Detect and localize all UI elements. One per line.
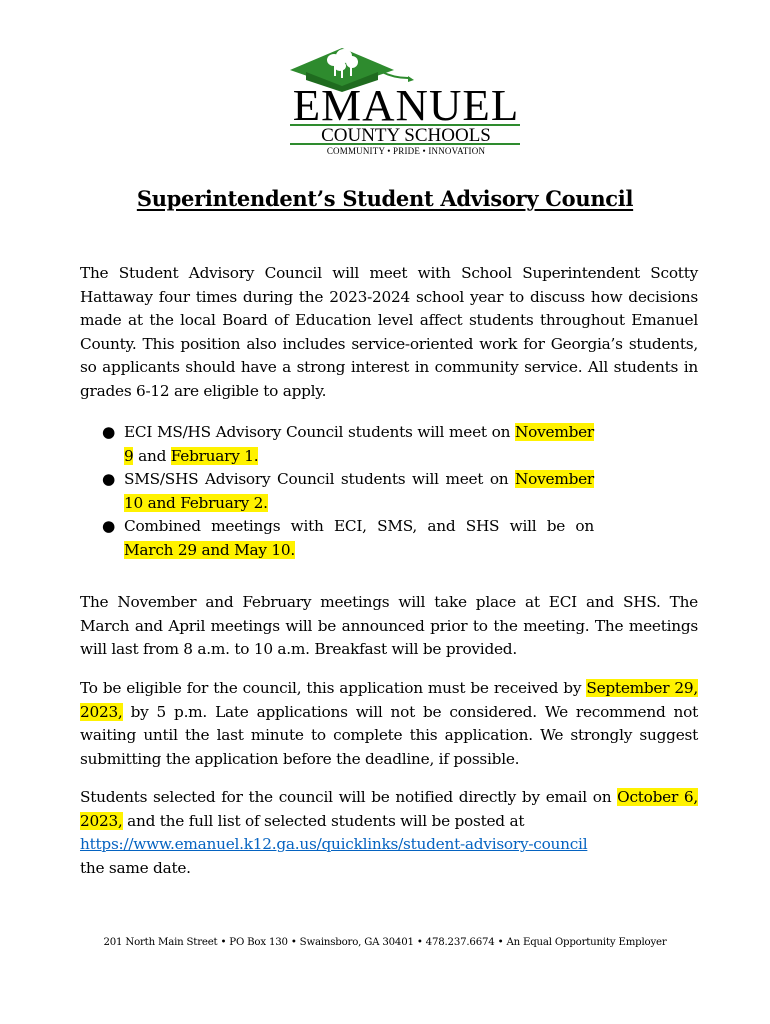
logo-tagline: COMMUNITY • PRIDE • INNOVATION bbox=[326, 146, 486, 156]
page-title: Superintendent’s Student Advisory Council bbox=[136, 186, 634, 211]
bullet-icon: ● bbox=[102, 517, 116, 536]
notification-paragraph: Students selected for the council will be notified directly by email on October 6, 2023, and the full list of selected students will be posted at https://www.emanuel.k12.ga.us/quicklinks/student-advisory-council the same date. bbox=[80, 788, 698, 877]
highlight: November 10 and February 2. bbox=[124, 470, 594, 512]
meeting-dates-list bbox=[102, 421, 594, 563]
highlight: November 9 bbox=[124, 423, 594, 465]
logo-subtitle: COUNTY SCHOOLS bbox=[321, 125, 491, 146]
list-item: ● ECI MS/HS Advisory Council students will meet on November 9 and February 1. bbox=[102, 423, 594, 465]
bullet-icon: ● bbox=[102, 423, 116, 441]
footer-address: 201 North Main Street • PO Box 130 • Swainsboro, GA 30401 • 478.237.6674 • An Equal Opportunity Employer bbox=[103, 937, 667, 948]
highlight: February 1. bbox=[170, 446, 259, 465]
list-item: ● SMS/SHS Advisory Council students will meet on November 10 and February 2. bbox=[102, 470, 594, 512]
list-item: ● Combined meetings with ECI, SMS, and SHS will be on March 29 and May 10. bbox=[102, 517, 594, 559]
logo-name: EMANUEL bbox=[292, 81, 520, 130]
intro-paragraph: The Student Advisory Council will meet with School Superintendent Scotty Hattaway four times during the 2023-2024 school year to discuss how decisions made at the local Board of Education level affect students throughout Emanuel County. This position also includes service-oriented work for Georgia’s students, so applicants should have a strong interest in community service. All students in grades 6-12 are eligible to apply. bbox=[80, 264, 698, 400]
council-link[interactable]: https://www.emanuel.k12.ga.us/quicklinks/student-advisory-council bbox=[80, 835, 588, 854]
bullet-icon: ● bbox=[102, 470, 116, 489]
meeting-info-paragraph: The November and February meetings will take place at ECI and SHS. The March and April meetings will be announced prior to the meeting. The meetings will last from 8 a.m. to 10 a.m. Breakfast will be provided. bbox=[80, 593, 698, 659]
district-logo bbox=[286, 42, 526, 160]
notification-date-highlight: October 6, 2023, bbox=[80, 788, 698, 830]
eligibility-paragraph: To be eligible for the council, this application must be received by September 29, 2023, by 5 p.m. Late applications will not be considered. We recommend not waiting until the last minute to complete this application. We strongly suggest submitting the application before the deadline, if possible. bbox=[80, 679, 698, 768]
highlight: March 29 and May 10. bbox=[124, 540, 295, 559]
deadline-highlight: September 29, 2023, bbox=[80, 679, 698, 721]
